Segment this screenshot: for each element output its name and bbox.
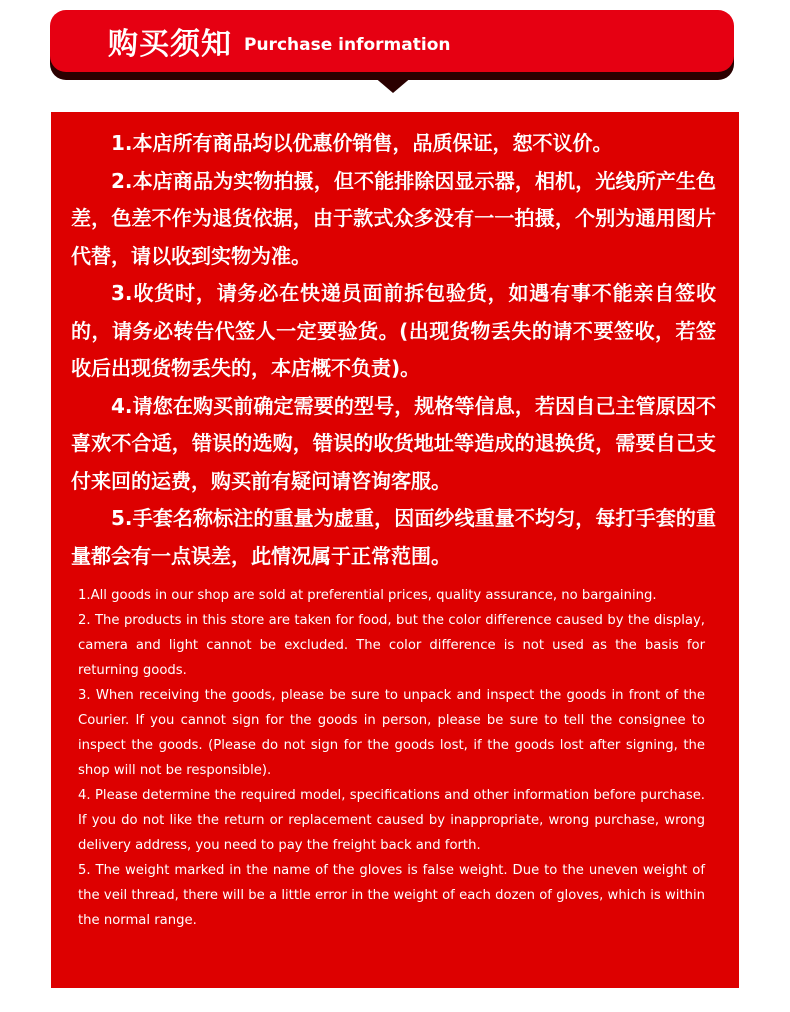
notice-en-list <box>78 583 705 933</box>
header-title-en: Purchase information <box>244 35 451 55</box>
notice-cn-item-3: 3.收货时，请务必在快递员面前拆包验货，如遇有事不能亲自签收的，请务必转告代签人一定要验货。(出现货物丢失的请不要签收，若签收后出现货物丢失的，本店概不负责)。 <box>71 281 716 380</box>
header-title-cn: 购买须知 <box>108 27 232 62</box>
notice-cn-item-1: 1.本店所有商品均以优惠价销售，品质保证，恕不议价。 <box>111 131 613 155</box>
notice-en-item-4: 4. Please determine the required model, specifications and other information before purchase. If you do not like the return or replacement caused by inappropriate, wrong purchase, wrong delivery address, you need to pay the freight back and forth. <box>78 788 705 853</box>
notice-en-item-2: 2. The products in this store are taken for food, but the color difference caused by the display, camera and light cannot be excluded. The color difference is not used as the basis for returning goods. <box>78 613 705 678</box>
notice-en-item-1: 1.All goods in our shop are sold at preferential prices, quality assurance, no bargaining. <box>78 588 657 603</box>
notice-en-item-5: 5. The weight marked in the name of the gloves is false weight. Due to the uneven weight of the veil thread, there will be a little error in the weight of each dozen of gloves, which is within the normal range. <box>78 863 705 928</box>
notice-cn-item-2: 2.本店商品为实物拍摄，但不能排除因显示器，相机，光线所产生色差，色差不作为退货依据，由于款式众多没有一一拍摄，个别为通用图片代替，请以收到实物为准。 <box>71 168 716 268</box>
header-pointer-icon <box>373 76 413 93</box>
notice-panel <box>51 112 739 988</box>
notice-cn-item-4: 4.请您在购买前确定需要的型号，规格等信息，若因自己主管原因不喜欢不合适，错误的选购，错误的收货地址等造成的退换货，需要自己支付来回的运费，购买前有疑问请咨询客服。 <box>71 393 716 493</box>
notice-en-item-3: 3. When receiving the goods, please be sure to unpack and inspect the goods in front of the Courier. If you cannot sign for the goods in person, please be sure to tell the consignee to inspect the goods. (Please do not sign for the goods lost, if the goods lost after signing, the shop will not be responsible). <box>78 688 705 778</box>
notice-cn-item-5: 5.手套名称标注的重量为虚重，因面纱线重量不均匀，每打手套的重量都会有一点误差，此情况属于正常范围。 <box>71 506 716 568</box>
header-banner <box>50 10 734 72</box>
notice-cn-list <box>71 125 716 575</box>
